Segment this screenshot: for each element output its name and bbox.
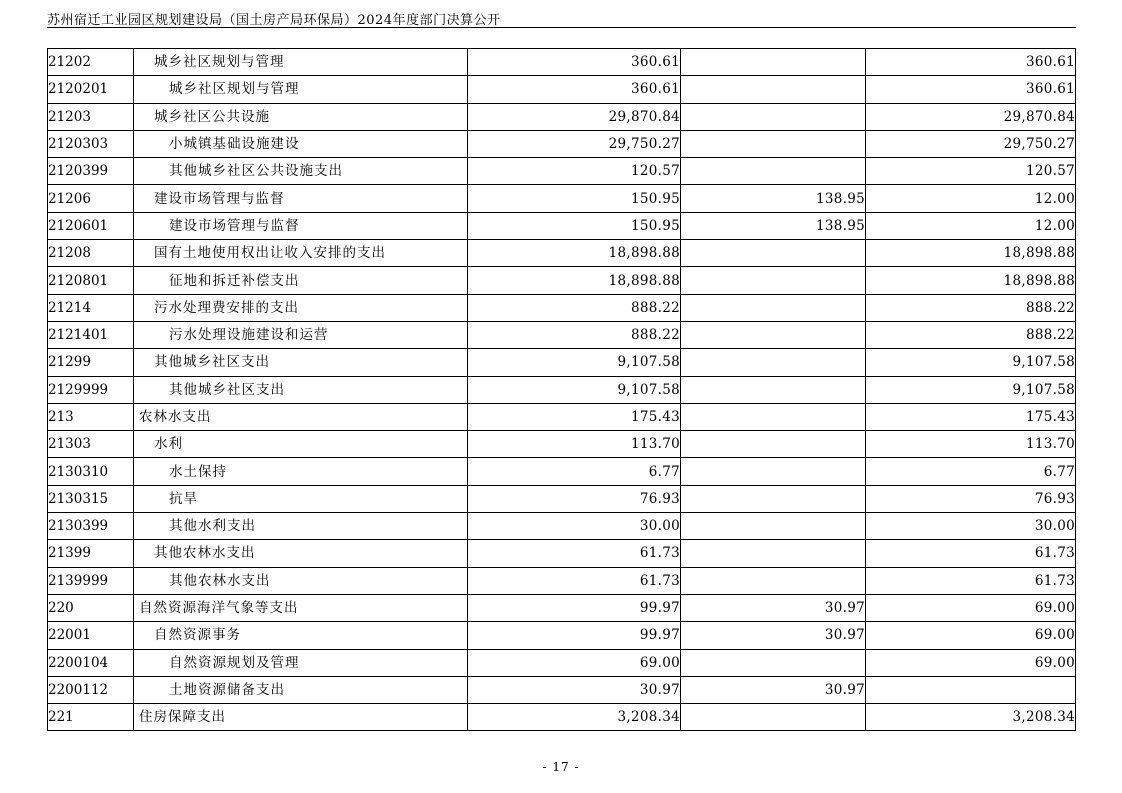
table-row: [48, 594, 1076, 621]
total-amount-cell: 69.00: [468, 649, 681, 676]
total-amount-cell: 61.73: [468, 540, 681, 567]
table-row: [48, 567, 1076, 594]
subject-code-cell: 2200104: [48, 649, 134, 676]
subject-name-cell: 城乡社区规划与管理: [134, 49, 468, 76]
basic-expenditure-cell: [681, 567, 866, 594]
budget-expenditure-table: [47, 48, 1076, 731]
basic-expenditure-cell: [681, 485, 866, 512]
subject-name-cell: 自然资源事务: [134, 622, 468, 649]
subject-code-cell: 220: [48, 594, 134, 621]
subject-code-cell: 221: [48, 704, 134, 731]
table-row: [48, 704, 1076, 731]
project-expenditure-cell: 61.73: [866, 540, 1076, 567]
subject-code-cell: 21206: [48, 185, 134, 212]
project-expenditure-cell: 12.00: [866, 185, 1076, 212]
total-amount-cell: 888.22: [468, 294, 681, 321]
basic-expenditure-cell: [681, 49, 866, 76]
table-row: [48, 321, 1076, 348]
table-row: [48, 622, 1076, 649]
total-amount-cell: 9,107.58: [468, 349, 681, 376]
total-amount-cell: 888.22: [468, 321, 681, 348]
subject-name-cell: 土地资源储备支出: [134, 676, 468, 703]
basic-expenditure-cell: [681, 321, 866, 348]
total-amount-cell: 99.97: [468, 622, 681, 649]
table-row: [48, 376, 1076, 403]
subject-name-cell: 自然资源规划及管理: [134, 649, 468, 676]
basic-expenditure-cell: [681, 103, 866, 130]
subject-name-cell: 建设市场管理与监督: [134, 212, 468, 239]
basic-expenditure-cell: [681, 513, 866, 540]
subject-name-cell: 污水处理费安排的支出: [134, 294, 468, 321]
subject-name-cell: 其他水利支出: [134, 513, 468, 540]
basic-expenditure-cell: [681, 267, 866, 294]
project-expenditure-cell: 30.00: [866, 513, 1076, 540]
basic-expenditure-cell: [681, 130, 866, 157]
subject-name-cell: 抗旱: [134, 485, 468, 512]
subject-code-cell: 21399: [48, 540, 134, 567]
project-expenditure-cell: 9,107.58: [866, 349, 1076, 376]
project-expenditure-cell: 18,898.88: [866, 240, 1076, 267]
basic-expenditure-cell: [681, 240, 866, 267]
subject-name-cell: 其他城乡社区公共设施支出: [134, 158, 468, 185]
basic-expenditure-cell: [681, 376, 866, 403]
project-expenditure-cell: 69.00: [866, 649, 1076, 676]
subject-name-cell: 其他农林水支出: [134, 567, 468, 594]
header-divider: [47, 27, 1076, 28]
total-amount-cell: 120.57: [468, 158, 681, 185]
project-expenditure-cell: 61.73: [866, 567, 1076, 594]
project-expenditure-cell: 120.57: [866, 158, 1076, 185]
subject-name-cell: 建设市场管理与监督: [134, 185, 468, 212]
basic-expenditure-cell: 30.97: [681, 622, 866, 649]
table-row: [48, 403, 1076, 430]
subject-name-cell: 水利: [134, 431, 468, 458]
subject-name-cell: 小城镇基础设施建设: [134, 130, 468, 157]
total-amount-cell: 360.61: [468, 49, 681, 76]
project-expenditure-cell: 888.22: [866, 294, 1076, 321]
total-amount-cell: 150.95: [468, 212, 681, 239]
basic-expenditure-cell: 30.97: [681, 594, 866, 621]
project-expenditure-cell: 9,107.58: [866, 376, 1076, 403]
basic-expenditure-cell: [681, 704, 866, 731]
basic-expenditure-cell: 138.95: [681, 212, 866, 239]
subject-code-cell: 22001: [48, 622, 134, 649]
table-row: [48, 294, 1076, 321]
total-amount-cell: 29,870.84: [468, 103, 681, 130]
subject-code-cell: 21203: [48, 103, 134, 130]
total-amount-cell: 30.97: [468, 676, 681, 703]
table-row: [48, 49, 1076, 76]
table-row: [48, 540, 1076, 567]
subject-code-cell: 21208: [48, 240, 134, 267]
project-expenditure-cell: 12.00: [866, 212, 1076, 239]
table-row: [48, 267, 1076, 294]
project-expenditure-cell: 175.43: [866, 403, 1076, 430]
subject-code-cell: 213: [48, 403, 134, 430]
subject-name-cell: 城乡社区规划与管理: [134, 76, 468, 103]
basic-expenditure-cell: [681, 431, 866, 458]
project-expenditure-cell: 76.93: [866, 485, 1076, 512]
table-row: [48, 240, 1076, 267]
table-row: [48, 76, 1076, 103]
project-expenditure-cell: 360.61: [866, 76, 1076, 103]
table-row: [48, 431, 1076, 458]
subject-name-cell: 其他城乡社区支出: [134, 376, 468, 403]
project-expenditure-cell: [866, 676, 1076, 703]
subject-code-cell: 2200112: [48, 676, 134, 703]
table-body: [48, 49, 1076, 731]
basic-expenditure-cell: [681, 540, 866, 567]
subject-name-cell: 住房保障支出: [134, 704, 468, 731]
table-row: [48, 212, 1076, 239]
subject-code-cell: 2120303: [48, 130, 134, 157]
total-amount-cell: 99.97: [468, 594, 681, 621]
total-amount-cell: 360.61: [468, 76, 681, 103]
total-amount-cell: 18,898.88: [468, 267, 681, 294]
basic-expenditure-cell: [681, 403, 866, 430]
subject-name-cell: 农林水支出: [134, 403, 468, 430]
basic-expenditure-cell: [681, 458, 866, 485]
table-row: [48, 349, 1076, 376]
total-amount-cell: 29,750.27: [468, 130, 681, 157]
basic-expenditure-cell: [681, 294, 866, 321]
subject-code-cell: 2120399: [48, 158, 134, 185]
project-expenditure-cell: 69.00: [866, 622, 1076, 649]
subject-code-cell: 2130399: [48, 513, 134, 540]
table-row: [48, 130, 1076, 157]
basic-expenditure-cell: [681, 649, 866, 676]
subject-name-cell: 其他农林水支出: [134, 540, 468, 567]
total-amount-cell: 3,208.34: [468, 704, 681, 731]
table-row: [48, 458, 1076, 485]
table-row: [48, 513, 1076, 540]
table-row: [48, 185, 1076, 212]
total-amount-cell: 18,898.88: [468, 240, 681, 267]
project-expenditure-cell: 888.22: [866, 321, 1076, 348]
table-row: [48, 676, 1076, 703]
subject-name-cell: 征地和拆迁补偿支出: [134, 267, 468, 294]
total-amount-cell: 150.95: [468, 185, 681, 212]
total-amount-cell: 175.43: [468, 403, 681, 430]
subject-name-cell: 城乡社区公共设施: [134, 103, 468, 130]
basic-expenditure-cell: [681, 76, 866, 103]
subject-code-cell: 2120801: [48, 267, 134, 294]
project-expenditure-cell: 29,750.27: [866, 130, 1076, 157]
subject-code-cell: 2139999: [48, 567, 134, 594]
page-header-title: 苏州宿迁工业园区规划建设局（国土房产局环保局）2024年度部门决算公开: [47, 13, 501, 28]
subject-code-cell: 21303: [48, 431, 134, 458]
table-row: [48, 158, 1076, 185]
table-row: [48, 649, 1076, 676]
subject-name-cell: 自然资源海洋气象等支出: [134, 594, 468, 621]
total-amount-cell: 30.00: [468, 513, 681, 540]
subject-code-cell: 2120601: [48, 212, 134, 239]
subject-code-cell: 2121401: [48, 321, 134, 348]
table-row: [48, 485, 1076, 512]
project-expenditure-cell: 69.00: [866, 594, 1076, 621]
subject-code-cell: 2130310: [48, 458, 134, 485]
total-amount-cell: 76.93: [468, 485, 681, 512]
project-expenditure-cell: 113.70: [866, 431, 1076, 458]
subject-code-cell: 21202: [48, 49, 134, 76]
basic-expenditure-cell: 138.95: [681, 185, 866, 212]
total-amount-cell: 61.73: [468, 567, 681, 594]
subject-code-cell: 2129999: [48, 376, 134, 403]
subject-name-cell: 水土保持: [134, 458, 468, 485]
subject-code-cell: 21299: [48, 349, 134, 376]
basic-expenditure-cell: [681, 158, 866, 185]
subject-name-cell: 国有土地使用权出让收入安排的支出: [134, 240, 468, 267]
basic-expenditure-cell: [681, 349, 866, 376]
subject-name-cell: 其他城乡社区支出: [134, 349, 468, 376]
subject-code-cell: 2120201: [48, 76, 134, 103]
subject-code-cell: 21214: [48, 294, 134, 321]
subject-name-cell: 污水处理设施建设和运营: [134, 321, 468, 348]
page-number: - 17 -: [542, 760, 580, 774]
total-amount-cell: 6.77: [468, 458, 681, 485]
project-expenditure-cell: 29,870.84: [866, 103, 1076, 130]
project-expenditure-cell: 3,208.34: [866, 704, 1076, 731]
subject-code-cell: 2130315: [48, 485, 134, 512]
project-expenditure-cell: 360.61: [866, 49, 1076, 76]
project-expenditure-cell: 18,898.88: [866, 267, 1076, 294]
total-amount-cell: 9,107.58: [468, 376, 681, 403]
project-expenditure-cell: 6.77: [866, 458, 1076, 485]
total-amount-cell: 113.70: [468, 431, 681, 458]
table-row: [48, 103, 1076, 130]
basic-expenditure-cell: 30.97: [681, 676, 866, 703]
